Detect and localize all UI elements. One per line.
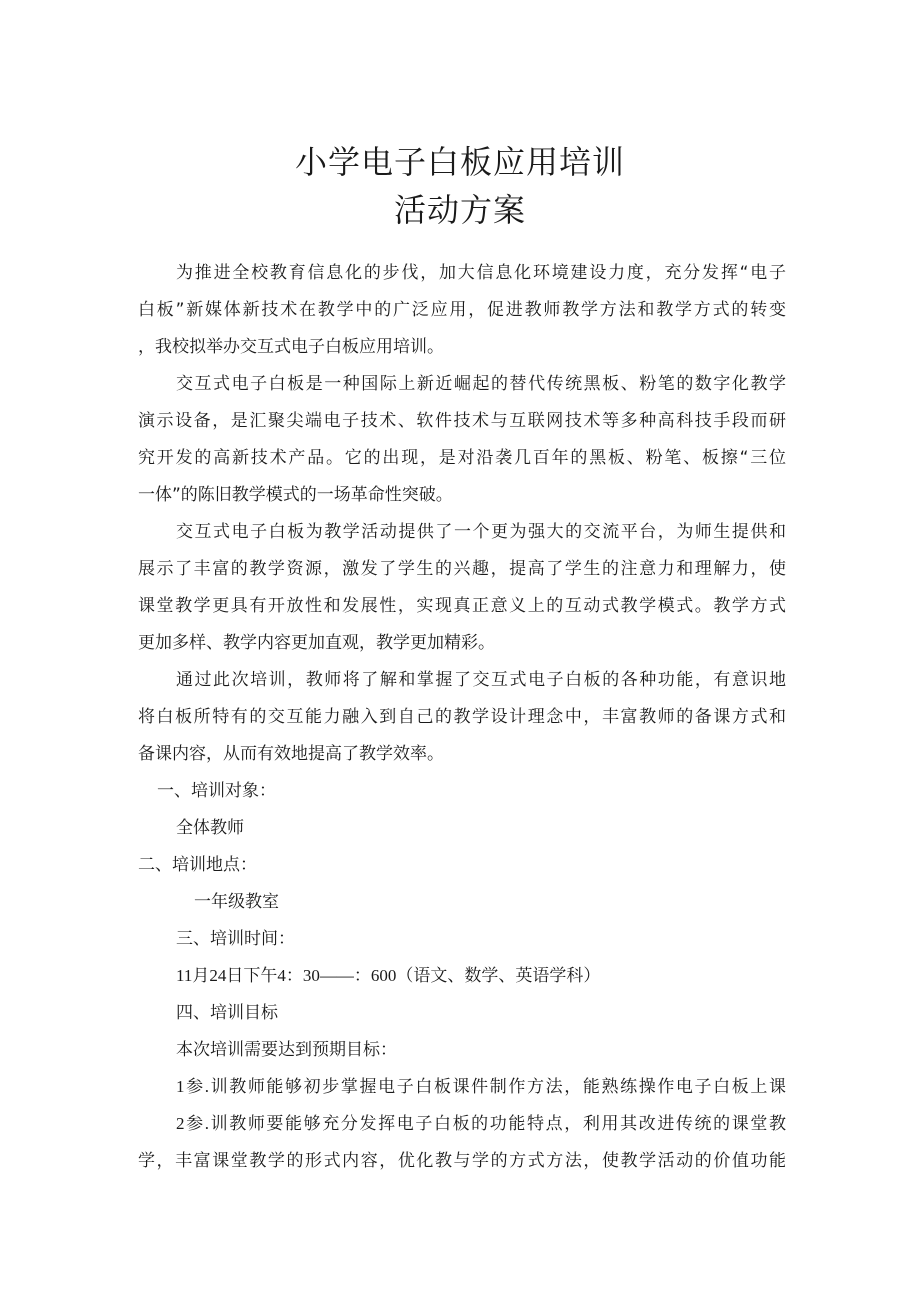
- goal-item-1: 1参.训教师能够初步掌握电子白板课件制作方法，能熟练操作电子白板上课: [176, 1077, 786, 1096]
- paragraph-1-line-3: ，我校拟举办交互式电子白板应用培训。: [138, 337, 444, 357]
- paragraph-4-line-1: 通过此次培训，教师将了解和掌握了交互式电子白板的各种功能，有意识地: [176, 670, 786, 690]
- paragraph-1-line-2: 白板”新媒体新技术在教学中的广泛应用，促进教师教学方法和教学方式的转变: [138, 300, 786, 320]
- section-training-goal-heading: 四、培训目标: [176, 1003, 278, 1023]
- paragraph-2-line-2: 演示设备，是汇聚尖端电子技术、软件技术与互联网技术等多种高科技手段而研: [138, 411, 786, 431]
- section-training-location-heading: 二、培训地点：: [138, 855, 257, 875]
- section-training-goal-intro: 本次培训需要达到预期目标：: [176, 1040, 397, 1060]
- paragraph-4-line-3: 备课内容，从而有效地提高了教学效率。: [138, 744, 444, 764]
- document-title-line-1: 小学电子白板应用培训: [294, 143, 625, 181]
- document-title-line-2: 活动方案: [393, 191, 526, 229]
- paragraph-1-line-1: 为推进全校教育信息化的步伐，加大信息化环境建设力度，充分发挥“电子: [176, 263, 786, 283]
- paragraph-2-line-1: 交互式电子白板是一种国际上新近崛起的替代传统黑板、粉笔的数字化教学: [176, 374, 786, 394]
- paragraph-3-line-3: 课堂教学更具有开放性和发展性，实现真正意义上的互动式教学模式。教学方式: [138, 596, 786, 616]
- goal-item-2-line-2: 学，丰富课堂教学的形式内容，优化教与学的方式方法，使教学活动的价值功能: [138, 1151, 786, 1171]
- paragraph-3-line-4: 更加多样、教学内容更加直观，教学更加精彩。: [138, 633, 495, 653]
- paragraph-3-line-2: 展示了丰富的教学资源，激发了学生的兴趣，提高了学生的注意力和理解力，使: [138, 559, 786, 579]
- section-training-object-value: 全体教师: [176, 818, 244, 838]
- section-training-location-value: 一年级教室: [194, 892, 279, 912]
- paragraph-2-line-4: 一体”的陈旧教学模式的一场革命性突破。: [138, 485, 453, 505]
- paragraph-4-line-2: 将白板所特有的交互能力融入到自己的教学设计理念中，丰富教师的备课方式和: [138, 707, 786, 727]
- section-training-time-value: 11月24日下午4：30——：600（语文、数学、英语学科）: [176, 966, 601, 985]
- goal-item-2-line-1: 2参.训教师要能够充分发挥电子白板的功能特点，利用其改进传统的课堂教: [176, 1114, 786, 1133]
- section-training-object-heading: 一、培训对象：: [157, 781, 276, 801]
- section-training-time-heading: 三、培训时间：: [176, 929, 295, 949]
- paragraph-2-line-3: 究开发的高新技术产品。它的出现，是对沿袭几百年的黑板、粉笔、板擦“三位: [138, 448, 786, 468]
- paragraph-3-line-1: 交互式电子白板为教学活动提供了一个更为强大的交流平台，为师生提供和: [176, 522, 786, 542]
